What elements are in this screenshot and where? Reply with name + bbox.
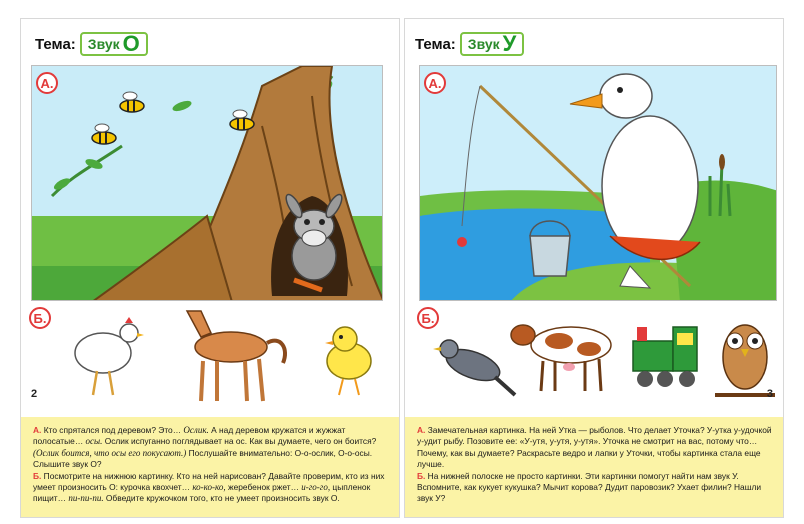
- cuckoo-cow-train-owl-illustration: [419, 305, 779, 409]
- left-note-b-answer-2: и-го-го,: [301, 482, 331, 493]
- left-note-b-text-4: Обведите кружочком того, кто не умеет произносить звук О.: [103, 493, 340, 504]
- left-note-a: [33, 425, 389, 471]
- left-note-b-text-3: цыпленок пищит…: [33, 482, 371, 504]
- right-note-b-mark: Б.: [417, 470, 426, 481]
- right-note-b-text: На нижней полоске не просто картинки. Эти картинки помогут найти нам звук У. Вспомните, как кукует кукушка? Мычит корова? Дудит паровозик? Ухает филин? Нашли звук У?: [417, 470, 762, 504]
- left-note-a-text-1: Кто спрятался под деревом? Это…: [41, 425, 184, 435]
- donkey-tree-illustration: [32, 66, 383, 301]
- right-strip-pictures: [419, 305, 779, 409]
- left-note-box: [21, 417, 399, 517]
- right-note-a-text: Замечательная картинка. На ней Утка — рыболов. Что делает Уточка? У-утка у-удочкой у-удит рыбу. Позовите ее: «У-утя, у-утя, у-утя». Уточка не смотрит на вас, потому что… Почему, как вы думаете? Раскрасьте ведро и лапки у Уточки, чтобы картинка стала еще лучше.: [417, 425, 772, 470]
- cow-picture: [511, 325, 611, 391]
- right-scene-badge: А.: [424, 72, 446, 94]
- left-topic-label: Тема:: [35, 35, 76, 53]
- right-page-number: 3: [766, 388, 773, 400]
- hen-foal-chick-illustration: [31, 305, 391, 409]
- left-note-b-answer-1: ко-ко-ко,: [192, 482, 226, 493]
- left-topic-word: Звук: [87, 36, 120, 52]
- right-scene-fishing-duck: [419, 65, 777, 301]
- left-strip-badge: Б.: [29, 307, 51, 329]
- duck-fishing-illustration: [420, 66, 777, 301]
- right-topic-letter: У: [502, 31, 517, 56]
- left-note-b: [33, 471, 389, 505]
- left-note-a-answer-2: осы.: [85, 436, 103, 447]
- right-strip-badge: Б.: [417, 307, 439, 329]
- foal-picture: [187, 311, 285, 401]
- right-topic-word: Звук: [467, 36, 500, 52]
- left-scene-badge: А.: [36, 72, 58, 94]
- left-page-number: 2: [31, 388, 38, 400]
- left-page: [20, 18, 400, 518]
- train-picture: [633, 327, 697, 387]
- left-topic-letter: О: [122, 31, 140, 56]
- left-note-b-text-1: Посмотрите на нижнюю картинку. Кто на ней нарисован? Давайте проверим, кто из них умеет произносить О: курочка квохчет…: [33, 470, 385, 493]
- right-page: [404, 18, 784, 518]
- chick-picture: [325, 327, 371, 395]
- left-topic-header: [35, 31, 148, 57]
- left-scene-donkey-wasps: [31, 65, 383, 301]
- left-note-a-text-3: Ослик испуганно поглядывает на ос. Как вы думаете, чего он боится?: [102, 436, 377, 447]
- owl-picture: [715, 325, 775, 395]
- left-note-a-answer-1: Ослик.: [183, 425, 209, 435]
- left-note-b-text-2: жеребенок ржет…: [225, 482, 302, 493]
- left-topic-pill: [80, 32, 148, 56]
- left-note-b-mark: Б.: [33, 470, 42, 481]
- hen-picture: [75, 317, 144, 395]
- right-note-box: [405, 417, 783, 517]
- left-strip-animals: [31, 305, 391, 409]
- left-note-a-answer-3: (Ослик боится, что осы его покусают.): [33, 447, 187, 458]
- right-note-a-mark: А.: [417, 425, 426, 435]
- left-note-a-mark: А.: [33, 425, 42, 435]
- right-topic-pill: [460, 32, 525, 56]
- right-note-a: [417, 425, 773, 471]
- right-note-b: [417, 471, 773, 505]
- cuckoo-picture: [433, 340, 515, 395]
- left-note-a-text-2: А над деревом кружатся и жужжат полосатые…: [33, 425, 346, 447]
- left-note-b-answer-3: пи-пи-пи.: [68, 493, 104, 504]
- right-topic-header: [415, 31, 524, 57]
- left-note-a-text-4: Послушайте внимательно: О-о-ослик, О-о-осы. Слышите звук О?: [33, 447, 373, 470]
- right-topic-label: Тема:: [415, 35, 456, 53]
